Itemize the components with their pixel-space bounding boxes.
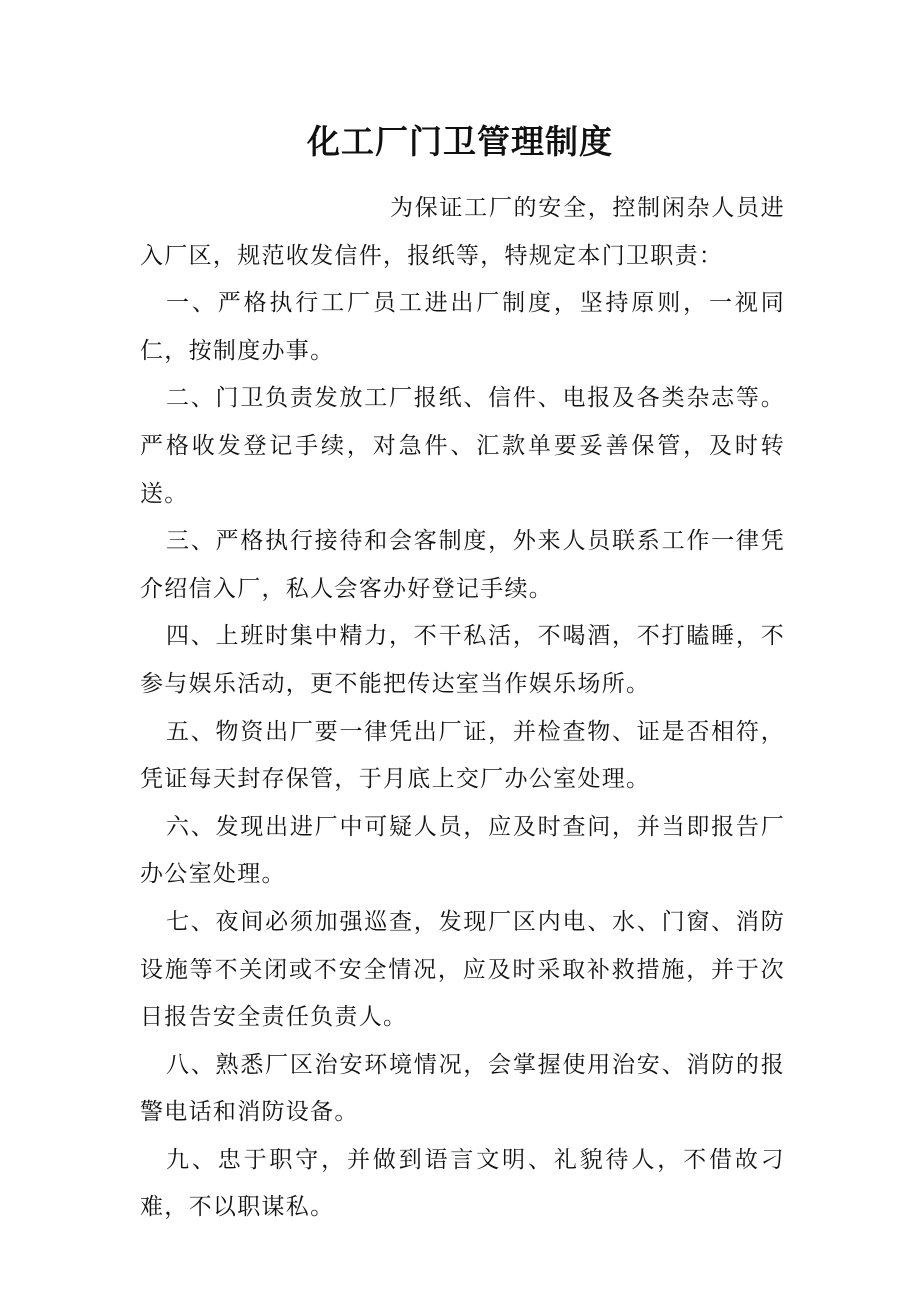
rule-item-9: 九、忠于职守，并做到语言文明、礼貌待人，不借故刁难，不以职谋私。 xyxy=(140,1146,785,1221)
document-title: 化工厂门卫管理制度 xyxy=(307,122,613,161)
rule-item-4: 四、上班时集中精力，不干私活，不喝酒，不打瞌睡，不参与娱乐活动，更不能把传达室当作娱乐场所。 xyxy=(140,623,785,697)
rule-item-7: 七、夜间必须加强巡查，发现厂区内电、水、门窗、消防设施等不关闭或不安全情况，应及时采取补救措施，并于次日报告安全责任负责人。 xyxy=(140,908,785,1031)
rule-item-1: 一、严格执行工厂员工进出厂制度，坚持原则，一视同仁，按制度办事。 xyxy=(140,290,785,364)
rule-item-5: 五、物资出厂要一律凭出厂证，并检查物、证是否相符，凭证每天封存保管，于月底上交厂办公室处理。 xyxy=(140,718,785,793)
intro-paragraph: 为保证工厂的安全，控制闲杂人员进入厂区，规范收发信件，报纸等，特规定本门卫职责： xyxy=(140,195,785,269)
rule-item-6: 六、发现出进厂中可疑人员，应及时查问，并当即报告厂办公室处理。 xyxy=(140,813,785,888)
rule-item-2: 二、门卫负责发放工厂报纸、信件、电报及各类杂志等。严格收发登记手续，对急件、汇款单要妥善保管，及时转送。 xyxy=(140,385,785,507)
rule-item-3: 三、严格执行接待和会客制度，外来人员联系工作一律凭介绍信入厂，私人会客办好登记手续。 xyxy=(140,528,785,602)
document-body xyxy=(140,185,785,1232)
rule-item-8: 八、熟悉厂区治安环境情况，会掌握使用治安、消防的报警电话和消防设备。 xyxy=(140,1051,785,1126)
